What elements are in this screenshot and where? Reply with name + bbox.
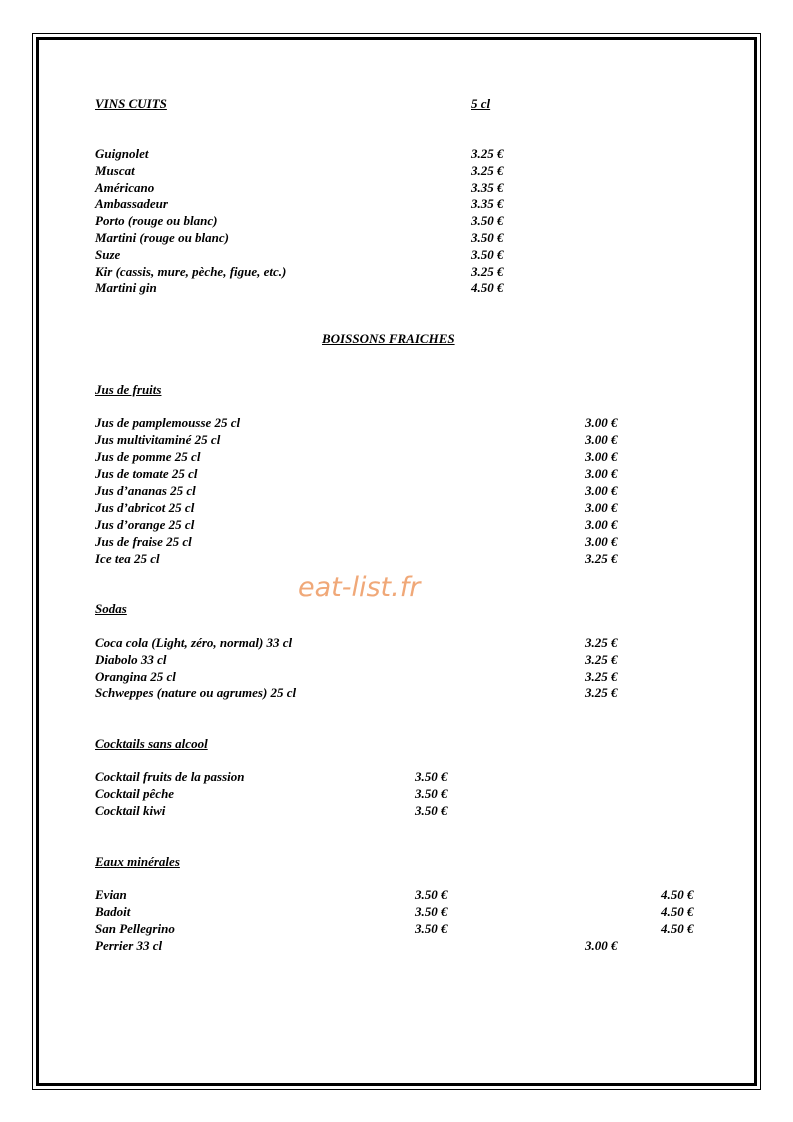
menu-item-name: Diabolo 33 cl [95,651,167,667]
menu-item-name: Jus de fraise 25 cl [95,534,192,549]
menu-item-price: 3.00 € [585,938,618,953]
menu-item-name: Porto (rouge ou blanc) [95,213,218,229]
eaux-minerales-heading: Eaux minérales [95,854,180,869]
menu-item-price: 3.00 € [585,483,618,498]
menu-item-name: Ice tea 25 cl [95,551,160,566]
jus-de-fruits-heading: Jus de fruits [95,382,162,397]
menu-item-name: Cocktail kiwi [95,803,166,818]
menu-item-price: 3.00 € [585,517,618,532]
menu-item-name: Perrier 33 cl [95,938,163,953]
menu-item-name: Martini gin [95,280,157,296]
menu-item-name: Muscat [95,162,135,178]
menu-item-name: Jus de pomme 25 cl [95,449,201,464]
menu-item-price: 3.25 € [471,263,504,279]
menu-item-price: 3.50 € [471,246,504,262]
menu-item-price: 3.50 € [471,213,504,229]
menu-item-price: 3.00 € [585,534,618,549]
menu-item-price: 3.50 € [415,904,448,919]
menu-item-name: Jus multivitaminé 25 cl [95,432,221,447]
menu-item-price: 3.25 € [471,146,504,161]
menu-item-name: Coca cola (Light, zéro, normal) 33 cl [95,635,293,650]
menu-item-price: 3.00 € [585,449,618,464]
menu-item-name: Guignolet [95,146,149,161]
menu-item-name: Kir (cassis, mure, pèche, figue, etc.) [95,263,287,279]
menu-item-price: 3.00 € [585,466,618,481]
menu-item-price-large: 4.50 € [661,921,694,936]
menu-item-price: 3.00 € [585,500,618,515]
menu-item-price: 3.50 € [415,786,448,801]
menu-item-price: 3.50 € [415,887,448,902]
menu-item-name: Jus d’orange 25 cl [95,517,195,532]
menu-item-price: 3.35 € [471,179,504,195]
menu-item-name: Schweppes (nature ou agrumes) 25 cl [95,685,297,701]
menu-item-price-large: 4.50 € [661,887,694,902]
menu-item-name: Cocktail pêche [95,786,175,801]
menu-item-price: 3.00 € [585,432,618,447]
sodas-heading: Sodas [95,601,127,616]
menu-item-price: 3.25 € [585,635,618,650]
menu-item-name: Jus de tomate 25 cl [95,466,198,481]
menu-item-price: 3.25 € [471,162,504,178]
menu-item-name: Evian [95,887,127,902]
menu-item-name: Cocktail fruits de la passion [95,769,245,784]
vins-cuits-heading: VINS CUITS [95,96,167,111]
boissons-fraiches-heading: BOISSONS FRAICHES [322,331,455,346]
menu-item-price: 3.50 € [415,769,448,784]
cocktails-heading: Cocktails sans alcool [95,736,208,751]
menu-item-name: Martini (rouge ou blanc) [95,230,229,245]
menu-item-name: San Pellegrino [95,921,175,936]
menu-item-name: Jus de pamplemousse 25 cl [95,415,241,430]
menu-item-price-large: 4.50 € [661,904,694,919]
menu-item-price: 3.50 € [415,921,448,936]
menu-item-price: 3.25 € [585,651,618,667]
menu-item-price: 3.00 € [585,415,618,430]
menu-item-name: Américano [95,179,155,195]
vins-cuits-unit: 5 cl [471,96,491,111]
menu-item-price: 3.25 € [585,685,618,701]
menu-item-name: Ambassadeur [95,196,168,212]
menu-item-price: 3.50 € [415,803,448,818]
menu-item-price: 3.25 € [585,668,618,684]
menu-item-name: Orangina 25 cl [95,668,176,684]
menu-item-price: 3.25 € [585,551,618,566]
menu-item-name: Jus d’abricot 25 cl [95,500,195,515]
menu-item-name: Jus d’ananas 25 cl [95,483,196,498]
menu-item-price: 3.50 € [471,230,504,245]
menu-item-price: 3.35 € [471,196,504,212]
watermark-logo: eat-list.fr [298,572,421,603]
menu-item-price: 4.50 € [471,280,504,296]
menu-item-name: Badoit [95,904,131,919]
menu-item-name: Suze [95,246,121,262]
